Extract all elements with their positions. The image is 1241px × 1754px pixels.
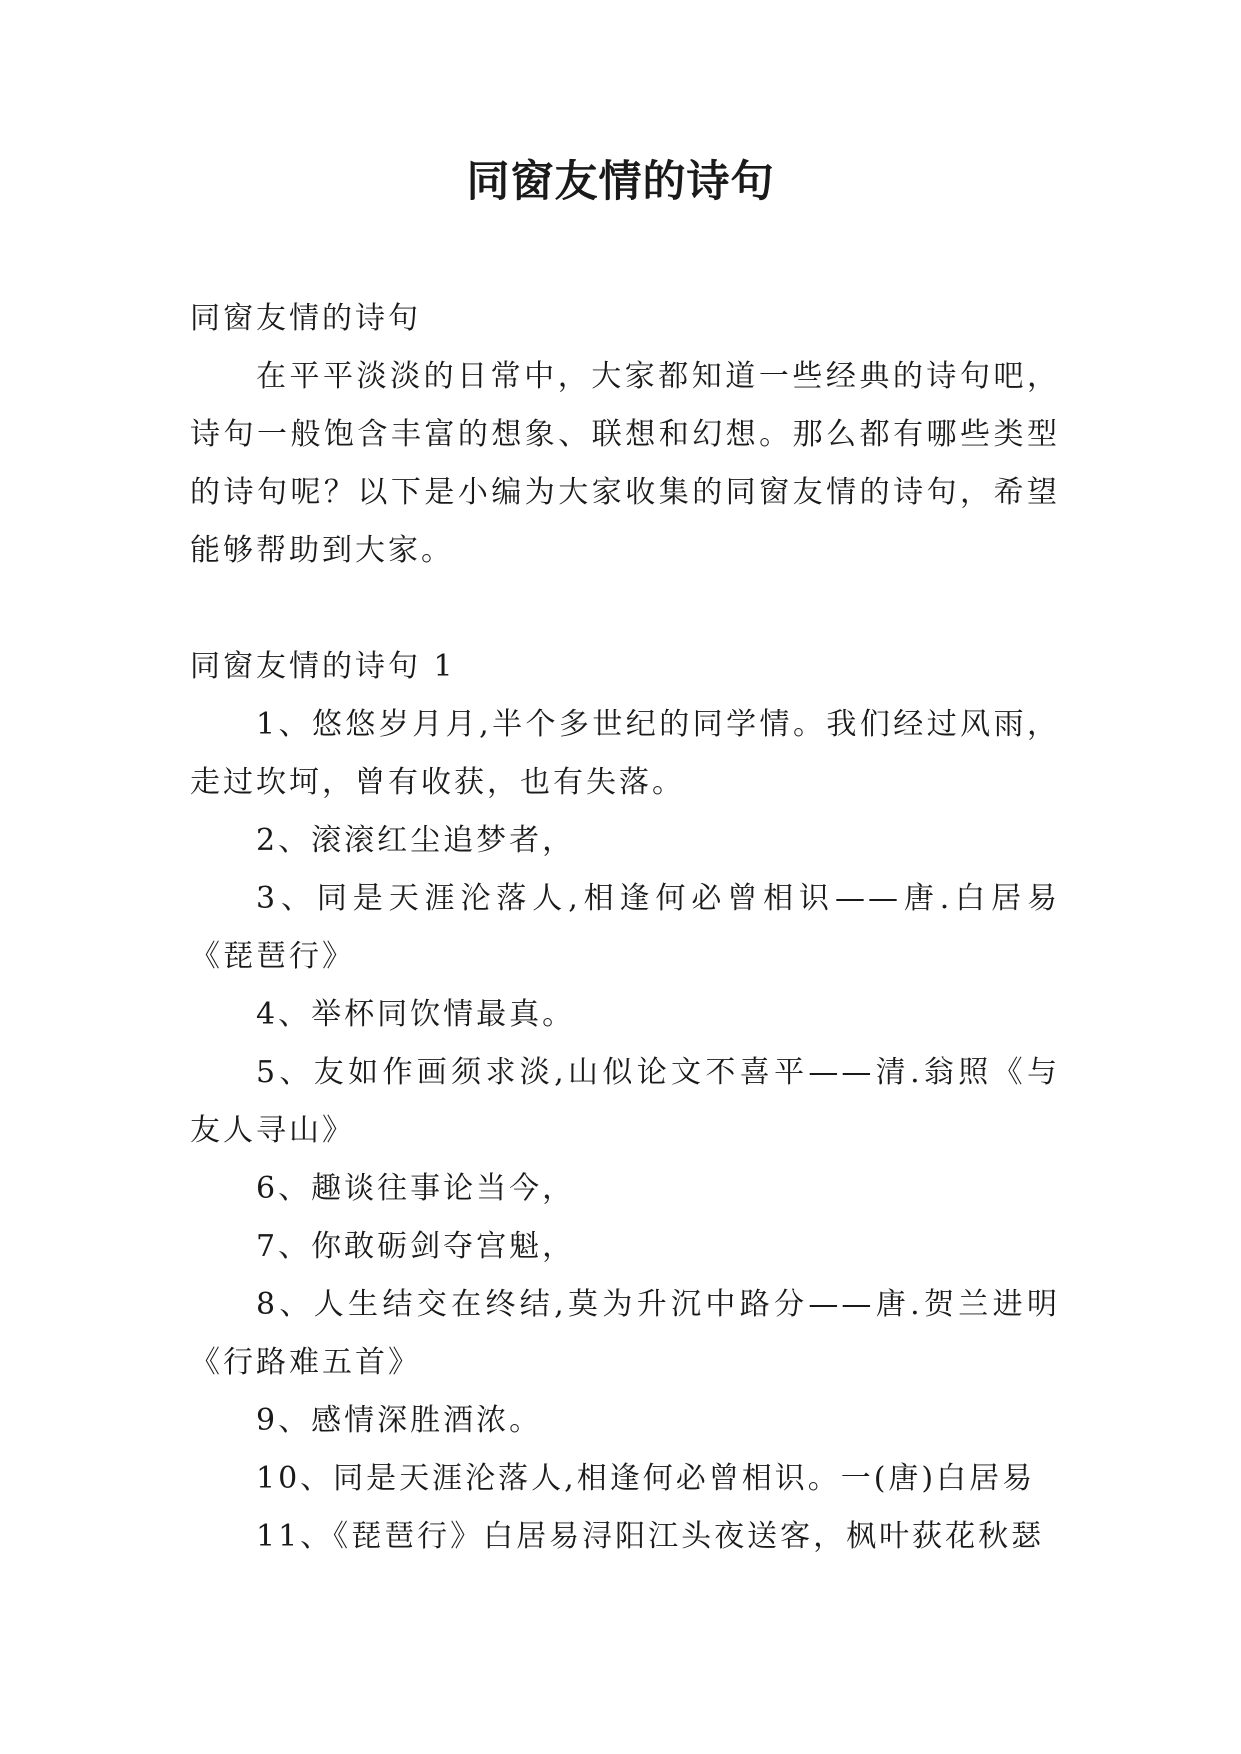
poem-item: 3、同是天涯沦落人,相逢何必曾相识——唐.白居易《琵琶行》 xyxy=(190,881,1060,974)
section-heading: 同窗友情的诗句 xyxy=(190,301,421,336)
poem-item: 11、《琵琶行》白居易浔阳江头夜送客，枫叶荻花秋瑟 xyxy=(256,1519,1045,1554)
poem-item: 2、滚滚红尘追梦者， xyxy=(256,823,576,858)
poem-item: 7、你敢砺剑夺宫魁， xyxy=(256,1229,576,1264)
poem-item: 4、举杯同饮情最真。 xyxy=(256,997,576,1032)
document-title: 同窗友情的诗句 xyxy=(466,157,775,207)
poem-item: 6、趣谈往事论当今， xyxy=(256,1171,576,1206)
intro-paragraph: 在平平淡淡的日常中，大家都知道一些经典的诗句吧，诗句一般饱含丰富的想象、联想和幻想。那么都有哪些类型的诗句呢？以下是小编为大家收集的同窗友情的诗句，希望能够帮助到大家。 xyxy=(190,359,1060,568)
poem-item: 1、悠悠岁月月,半个多世纪的同学情。我们经过风雨，走过坎坷，曾有收获，也有失落。 xyxy=(190,707,1060,800)
poem-item: 5、友如作画须求淡,山似论文不喜平——清.翁照《与友人寻山》 xyxy=(190,1055,1060,1148)
paragraph-gap xyxy=(190,580,1060,638)
document-body xyxy=(190,290,1060,1566)
poem-item: 8、人生结交在终结,莫为升沉中路分——唐.贺兰进明《行路难五首》 xyxy=(190,1287,1060,1380)
poem-item: 9、感情深胜酒浓。 xyxy=(256,1403,543,1438)
poem-item: 10、同是天涯沦落人,相逢何必曾相识。一(唐)白居易 xyxy=(256,1461,1036,1496)
subheading: 同窗友情的诗句 1 xyxy=(190,649,456,684)
